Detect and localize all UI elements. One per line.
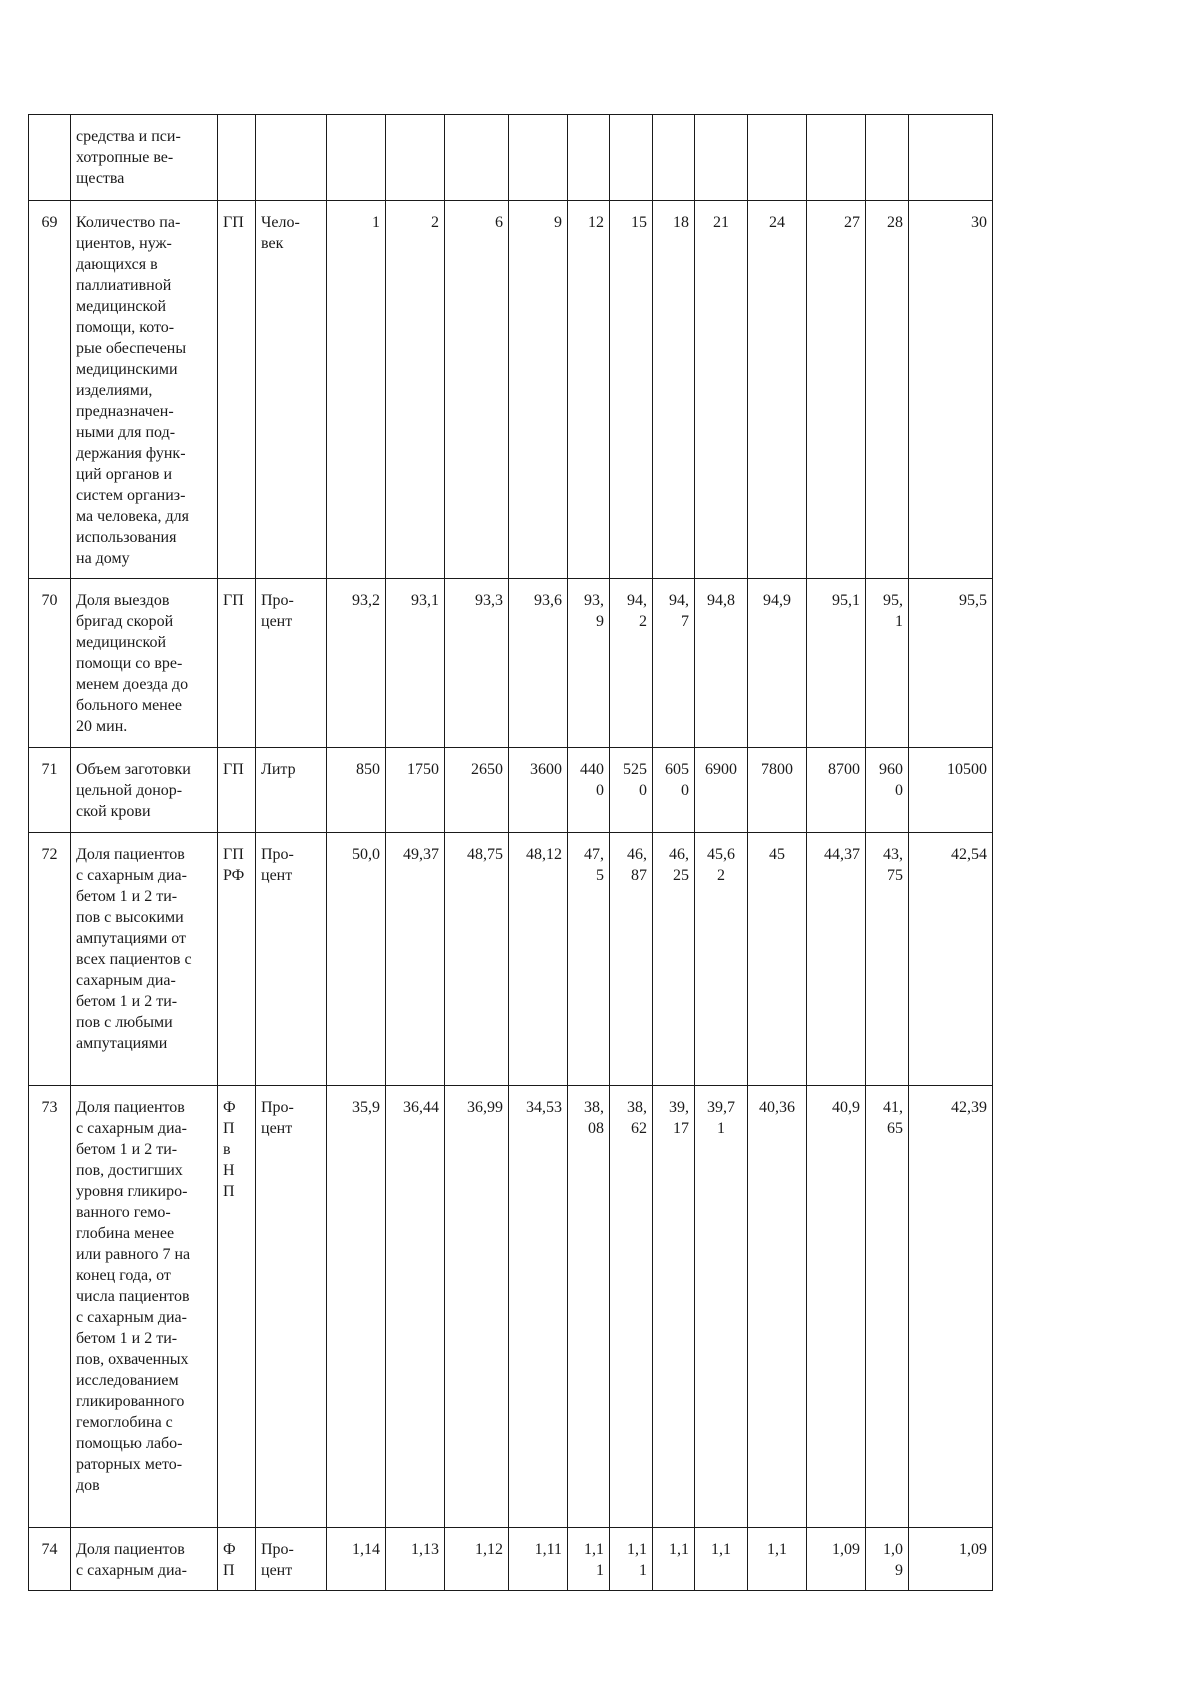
value-cell [610,833,653,1086]
value-cell [386,201,445,579]
table-row [29,201,993,579]
value-cell [327,579,386,748]
value-cell [445,748,509,833]
value-cell [909,1528,993,1591]
source-cell-text: ГП РФ [223,846,245,884]
value-cell-text: 93,6 [534,592,562,609]
table-row [29,579,993,748]
value-cell [610,748,653,833]
value-cell [509,1528,568,1591]
table-row [29,1086,993,1528]
value-cell-text: 1,11 [534,1541,562,1558]
source-cell [218,1086,256,1528]
value-cell-text: 1,1 [711,1541,731,1558]
unit-cell [256,579,327,748]
value-cell-text: 605 0 [665,761,689,799]
value-cell-text: 525 0 [623,761,647,799]
indicator-name-cell [71,201,218,579]
value-cell-text: 8700 [828,761,860,778]
indicator-name-cell [71,833,218,1086]
value-cell-text: 38, 08 [584,1099,604,1137]
value-cell [445,1086,509,1528]
value-cell-text: 41, 65 [883,1099,903,1137]
value-cell [445,579,509,748]
value-cell-text: 1,14 [352,1541,380,1558]
row-number-cell-text: 74 [41,1541,58,1558]
value-cell [509,579,568,748]
indicator-name-cell-text: Доля пациентов с сахарным диа- [76,1541,187,1579]
value-cell [866,833,909,1086]
source-cell [218,1528,256,1591]
row-number-cell-text: 73 [41,1099,58,1116]
value-cell [610,579,653,748]
unit-cell [256,115,327,201]
value-cell [445,201,509,579]
value-cell-text: 95,5 [959,592,987,609]
value-cell [748,201,807,579]
value-cell-text: 50,0 [352,846,380,863]
value-cell [386,579,445,748]
value-cell [653,1086,695,1528]
value-cell-text: 93,1 [411,592,439,609]
indicator-name-cell-text: Доля пациентов с сахарным диа- бетом 1 и 2 ти- пов с высокими ампутациями от всех пациентов с сахарным диа- бетом 1 и 2 ти- пов с любыми ампутациями [76,846,192,1052]
value-cell [866,115,909,201]
table-row [29,115,993,201]
value-cell-text: 39,7 1 [707,1099,735,1137]
value-cell-text: 49,37 [403,846,439,863]
value-cell [653,1528,695,1591]
value-cell [807,579,866,748]
value-cell [509,833,568,1086]
indicators-table [28,114,993,1591]
indicator-name-cell-text: Количество па- циентов, нуж- дающихся в паллиативной медицинской помощи, кото- рые обеспечены медицинскими изделиями, предназначен- ными для под- держания функ- ций органов и систем организ- ма человека, для использования на дому [76,214,189,567]
value-cell [909,579,993,748]
value-cell [386,1086,445,1528]
value-cell [509,1086,568,1528]
value-cell-text: 1 [372,214,380,231]
value-cell-text: 45,6 2 [707,846,735,884]
value-cell [695,1528,748,1591]
row-number-cell [29,748,71,833]
value-cell [386,748,445,833]
value-cell-text: 93, 9 [584,592,604,630]
value-cell-text: 1,09 [959,1541,987,1558]
table-row [29,1528,993,1591]
value-cell-text: 93,2 [352,592,380,609]
value-cell-text: 1,0 9 [883,1541,903,1579]
value-cell [445,1528,509,1591]
value-cell-text: 36,44 [403,1099,439,1116]
value-cell-text: 960 0 [879,761,903,799]
source-cell [218,579,256,748]
value-cell [695,201,748,579]
indicator-name-cell-text: Объем заготовки цельной донор- ской крови [76,761,191,820]
row-number-cell-text: 72 [41,846,58,863]
value-cell [386,833,445,1086]
value-cell-text: 15 [631,214,647,231]
value-cell [509,115,568,201]
value-cell [807,1086,866,1528]
value-cell [909,201,993,579]
source-cell-text: ГП [223,592,244,609]
value-cell-text: 94,8 [707,592,735,609]
source-cell-text: Ф П в Н П [223,1099,236,1200]
value-cell [653,201,695,579]
row-number-cell [29,1086,71,1528]
value-cell [748,1528,807,1591]
value-cell [568,115,610,201]
value-cell-text: 12 [588,214,604,231]
value-cell-text: 43, 75 [883,846,903,884]
value-cell [509,748,568,833]
value-cell-text: 94, 2 [627,592,647,630]
value-cell [568,748,610,833]
unit-cell [256,1086,327,1528]
value-cell-text: 1,1 1 [627,1541,647,1579]
value-cell-text: 440 0 [580,761,604,799]
value-cell-text: 10500 [947,761,987,778]
value-cell [327,115,386,201]
value-cell-text: 42,54 [951,846,987,863]
value-cell [610,201,653,579]
value-cell [866,201,909,579]
value-cell-text: 39, 17 [669,1099,689,1137]
source-cell [218,115,256,201]
source-cell [218,201,256,579]
value-cell-text: 3600 [530,761,562,778]
row-number-cell-text: 69 [41,214,58,231]
source-cell-text: ГП [223,214,244,231]
value-cell-text: 42,39 [951,1099,987,1116]
unit-cell [256,833,327,1086]
value-cell-text: 46, 25 [669,846,689,884]
value-cell-text: 30 [971,214,987,231]
value-cell [748,115,807,201]
value-cell [866,1086,909,1528]
value-cell-text: 47, 5 [584,846,604,884]
value-cell [807,201,866,579]
value-cell-text: 38, 62 [627,1099,647,1137]
value-cell-text: 1,09 [832,1541,860,1558]
value-cell [909,833,993,1086]
value-cell-text: 1,1 [669,1541,689,1558]
unit-cell-text: Про- цент [261,846,294,884]
value-cell [807,748,866,833]
value-cell-text: 46, 87 [627,846,647,884]
value-cell [653,833,695,1086]
value-cell-text: 40,36 [759,1099,795,1116]
value-cell-text: 44,37 [824,846,860,863]
value-cell [327,1528,386,1591]
value-cell-text: 45 [769,846,785,863]
value-cell [509,201,568,579]
value-cell [327,833,386,1086]
value-cell [386,1528,445,1591]
value-cell [445,115,509,201]
value-cell-text: 850 [356,761,380,778]
unit-cell-text: Про- цент [261,592,294,630]
value-cell [568,579,610,748]
value-cell-text: 1750 [407,761,439,778]
table-row [29,748,993,833]
value-cell-text: 36,99 [467,1099,503,1116]
table-body [29,115,993,1591]
value-cell [568,1528,610,1591]
unit-cell-text: Про- цент [261,1099,294,1137]
value-cell [909,1086,993,1528]
value-cell-text: 27 [844,214,860,231]
indicator-name-cell [71,1086,218,1528]
value-cell-text: 9 [554,214,562,231]
indicator-name-cell [71,115,218,201]
unit-cell-text: Литр [261,761,296,778]
value-cell [653,748,695,833]
value-cell [695,1086,748,1528]
row-number-cell-text: 70 [41,592,58,609]
value-cell-text: 95,1 [832,592,860,609]
value-cell-text: 94, 7 [669,592,689,630]
value-cell [748,748,807,833]
indicator-name-cell [71,1528,218,1591]
unit-cell-text: Про- цент [261,1541,294,1579]
value-cell [748,833,807,1086]
value-cell-text: 1,13 [411,1541,439,1558]
value-cell [653,579,695,748]
value-cell [610,1528,653,1591]
indicator-name-cell [71,748,218,833]
indicator-name-cell-text: Доля выездов бригад скорой медицинской помощи со вре- менем доезда до больного менее 20 мин. [76,592,189,735]
value-cell-text: 24 [769,214,785,231]
value-cell-text: 1,1 1 [584,1541,604,1579]
value-cell [807,1528,866,1591]
value-cell [568,1086,610,1528]
value-cell-text: 94,9 [763,592,791,609]
value-cell [327,201,386,579]
value-cell [909,115,993,201]
unit-cell [256,201,327,579]
value-cell-text: 28 [887,214,903,231]
value-cell-text: 1,1 [767,1541,787,1558]
value-cell-text: 6 [495,214,503,231]
value-cell [866,1528,909,1591]
value-cell [695,579,748,748]
value-cell [653,115,695,201]
value-cell [866,748,909,833]
source-cell-text: ГП [223,761,244,778]
value-cell [445,833,509,1086]
unit-cell-text: Чело- век [261,214,300,252]
value-cell [610,1086,653,1528]
indicator-name-cell [71,579,218,748]
value-cell-text: 18 [673,214,689,231]
value-cell [695,748,748,833]
table-row [29,833,993,1086]
value-cell-text: 35,9 [352,1099,380,1116]
value-cell-text: 2650 [471,761,503,778]
value-cell [327,748,386,833]
value-cell [866,579,909,748]
row-number-cell [29,833,71,1086]
source-cell [218,748,256,833]
value-cell-text: 34,53 [526,1099,562,1116]
value-cell-text: 93,3 [475,592,503,609]
value-cell [695,115,748,201]
value-cell [568,833,610,1086]
row-number-cell [29,115,71,201]
value-cell-text: 95, 1 [883,592,903,630]
unit-cell [256,1528,327,1591]
row-number-cell-text: 71 [41,761,58,778]
value-cell [568,201,610,579]
indicator-name-cell-text: Доля пациентов с сахарным диа- бетом 1 и 2 ти- пов, достигших уровня гликиро- ванного гемо- глобина менее или равного 7 на конец года, от числа пациентов с сахарным диа- бетом 1 и 2 ти- пов, охваченных исследованием гликированного гемоглобина с помощью лабо- раторных мето- дов [76,1099,191,1494]
value-cell [386,115,445,201]
unit-cell [256,748,327,833]
value-cell-text: 6900 [705,761,737,778]
value-cell-text: 1,12 [475,1541,503,1558]
value-cell-text: 21 [713,214,729,231]
value-cell-text: 7800 [761,761,793,778]
value-cell [610,115,653,201]
source-cell-text: Ф П [223,1541,236,1579]
value-cell [748,579,807,748]
value-cell [327,1086,386,1528]
value-cell-text: 2 [431,214,439,231]
value-cell [695,833,748,1086]
row-number-cell [29,1528,71,1591]
source-cell [218,833,256,1086]
value-cell [807,115,866,201]
value-cell [748,1086,807,1528]
value-cell [807,833,866,1086]
value-cell-text: 48,75 [467,846,503,863]
value-cell [909,748,993,833]
value-cell-text: 48,12 [526,846,562,863]
indicator-name-cell-text: средства и пси- хотропные ве- щества [76,128,181,187]
row-number-cell [29,201,71,579]
value-cell-text: 40,9 [832,1099,860,1116]
row-number-cell [29,579,71,748]
